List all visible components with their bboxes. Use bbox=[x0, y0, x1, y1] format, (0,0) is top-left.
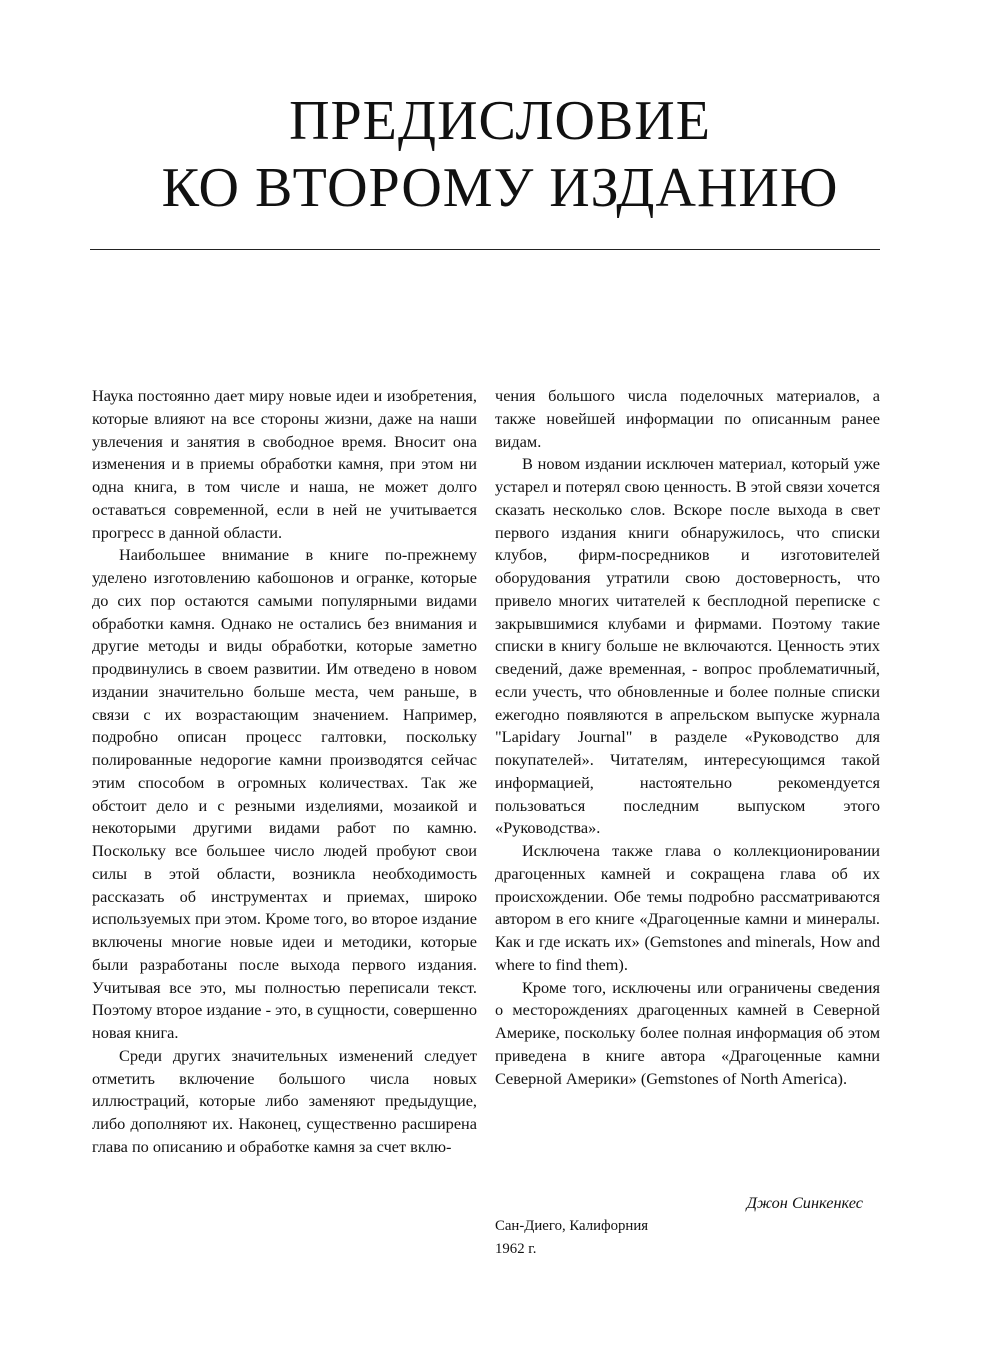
page-title bbox=[60, 88, 940, 222]
paragraph: чения большого числа поделочных материалов, а также новейшей информации по описанным ранее видам. bbox=[495, 386, 880, 451]
author-signature: Джон Синкенкес bbox=[746, 1193, 863, 1212]
year: 1962 г. bbox=[495, 1240, 537, 1257]
paragraph: Кроме того, исключены или ограничены сведения о месторождениях драгоценных камней в Северной Америке, поскольку более полная информация об этом приведена в книге автора «Драгоценные камни Северной Америки» (Gemstones of North America). bbox=[495, 977, 880, 1088]
title-line-1: ПРЕДИСЛОВИЕ bbox=[289, 90, 711, 152]
paragraph: Среди других значительных изменений следует отметить включение большого числа новых иллюстраций, которые либо заменяют предыдущие, либо дополняют их. Наконец, существенно расширена глава по описанию и обработке камня за счет вклю- bbox=[92, 1045, 477, 1156]
place-and-date bbox=[495, 1215, 795, 1260]
place: Сан-Диего, Калифорния bbox=[495, 1218, 649, 1234]
left-column bbox=[92, 385, 477, 1159]
right-column bbox=[495, 385, 880, 1090]
title-divider bbox=[90, 249, 880, 250]
title-line-2: КО ВТОРОМУ ИЗДАНИЮ bbox=[161, 157, 839, 219]
paragraph: Наука постоянно дает миру новые идеи и изобретения, которые влияют на все стороны жизни, даже на наши увлечения и занятия в свободное время. Вносит она изменения и в приемы обработки камня, при этом ни одна книга, в том числе и наша, не может долго оставаться современной, если в ней не учитывается прогресс в данной области. bbox=[92, 386, 477, 542]
paragraph: Исключена также глава о коллекционировании драгоценных камней и сокращена глава об их происхождении. Обе темы подробно рассматриваются автором в его книге «Драгоценные камни и минералы. Как и где искать их» (Gemstones and minerals, How and where to find them). bbox=[495, 841, 880, 974]
paragraph: Наибольшее внимание в книге по-прежнему уделено изготовлению кабошонов и огранке, которые до сих пор остаются самыми популярными видами обработки камня. Однако не остались без внимания и другие методы и виды обработки, которые заметно продвинулись в своем развитии. Им отведено в новом издании значительно больше места, чем раньше, в связи с их возрастающим значением. Например, подробно описан процесс галтовки, поскольку полированные недорогие камни производятся сейчас этим способом в огромных количествах. Так же обстоит дело и с резными изделиями, мозаикой и некоторыми другими видами работ по камню. Поскольку все большее число людей пробуют свои силы в этой области, возникла необходимость рассказать об инструментах и приемах, широко используемых при этом. Кроме того, во второе издание включены многие новые идеи и методики, которые были разработаны после выхода первого издания. Учитывая все это, мы полностью переписали текст. Поэтому второе издание - это, в сущности, совершенно новая книга. bbox=[92, 545, 477, 1042]
paragraph: В новом издании исключен материал, который уже устарел и потерял свою ценность. В этой связи хочется сказать несколько слов. Вскоре после выхода в свет первого издания книги обнаружилось, что списки клубов, фирм-посредников и изготовителей оборудования утратили свою достоверность, что привело многих читателей к бесплодной переписке с закрывшимися клубами и фирмами. Поэтому такие списки в книгу больше не включаются. Ценность этих сведений, даже временная, - вопрос проблематичный, если учесть, что обновленные и более полные списки ежегодно появляются в апрельском выпуске журнала "Lapidary Journal" в разделе «Руководство для покупателей». Читателям, интересующимся такой информацией, настоятельно рекомендуется пользоваться последним выпуском этого «Руководства». bbox=[495, 454, 880, 838]
